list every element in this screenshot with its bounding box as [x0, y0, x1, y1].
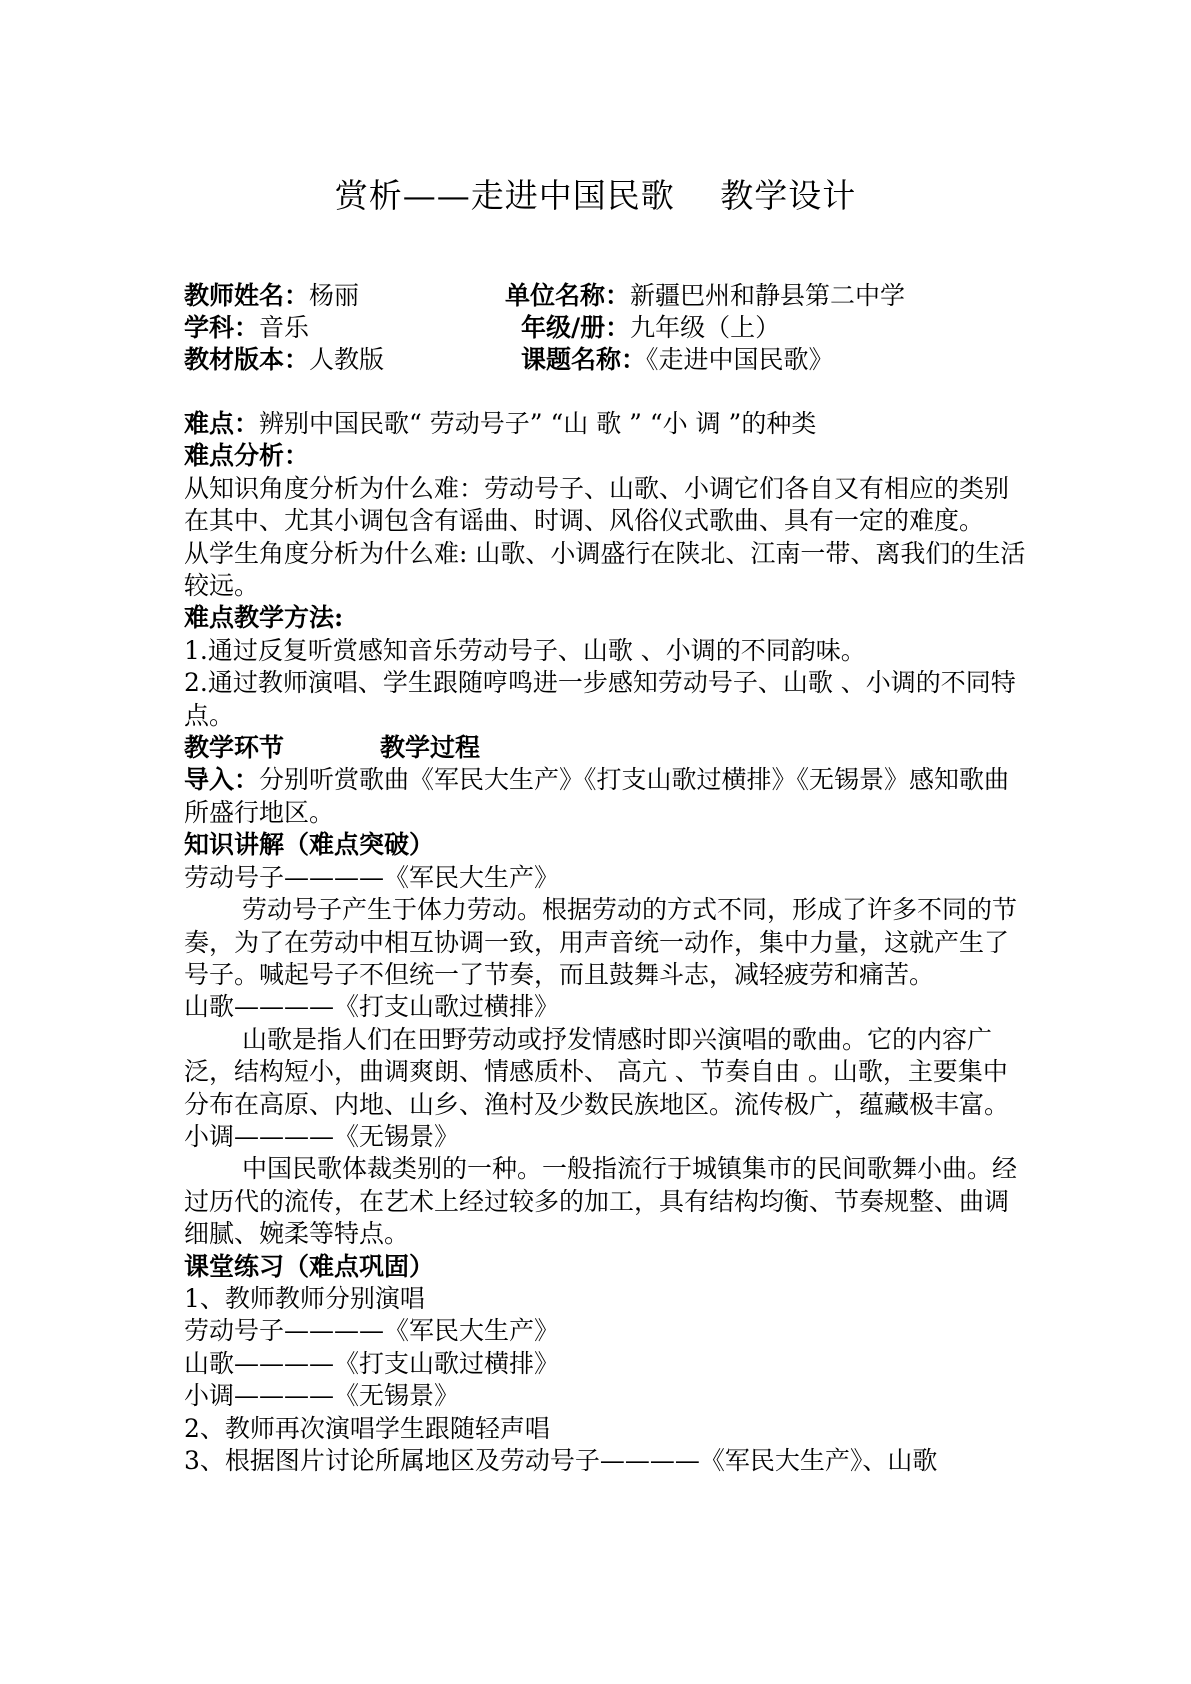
- process-header: [184, 732, 1029, 764]
- practice-item-2: 2、教师再次演唱学生跟随轻声唱: [184, 1413, 550, 1443]
- topic-label: 课题名称：: [521, 345, 647, 374]
- minor-tune-title: 小调————《无锡景》: [184, 1121, 460, 1151]
- practice-item-3: 3、根据图片讨论所属地区及劳动号子————《军民大生产》、山歌: [184, 1446, 938, 1475]
- difficulty-label: 难点：: [184, 409, 260, 438]
- edition-row: [184, 344, 384, 376]
- practice-item-1c: 小调————《无锡景》: [184, 1381, 460, 1411]
- method-item-1: 1.通过反复听赏感知音乐劳动号子、山歌 、小调的不同韵味。: [184, 635, 866, 665]
- process-column-1: 教学环节: [184, 733, 285, 763]
- mountain-song-text: 山歌是指人们在田野劳动或抒发情感时即兴演唱的歌曲。它的内容广泛，结构短小，曲调爽朗、情感质朴、 高亢 、节奏自由 。山歌，主要集中分布在高原、内地、山乡、渔村及少数民族地区。流传极广，蕴藏极丰富。: [184, 1024, 1010, 1119]
- edition-value: 人教版: [309, 345, 385, 374]
- intro-paragraph: [184, 764, 1029, 829]
- method-heading: 难点教学方法:: [184, 603, 344, 633]
- mountain-song-title: 山歌————《打支山歌过横排》: [184, 992, 560, 1022]
- practice-item-1b: 山歌————《打支山歌过横排》: [184, 1348, 560, 1378]
- practice-item-1: 1、教师教师分别演唱: [184, 1283, 425, 1313]
- unit-label: 单位名称：: [505, 281, 631, 310]
- topic-value: 《走进中国民歌》: [646, 345, 834, 374]
- intro-label: 导入：: [184, 765, 260, 795]
- analysis-heading: 难点分析：: [184, 441, 310, 471]
- analysis-paragraph-1: 从知识角度分析为什么难：劳动号子、山歌、小调它们各自又有相应的类别在其中、尤其小调包含有谣曲、时调、风俗仪式歌曲、具有一定的难度。: [184, 473, 1010, 536]
- document-body: [184, 408, 1029, 1477]
- teacher-value: 杨丽: [309, 281, 360, 310]
- edition-label: 教材版本：: [184, 345, 310, 374]
- grade-row: [521, 312, 780, 344]
- teacher-name-row: [184, 280, 359, 312]
- difficulty-line: [184, 408, 1029, 440]
- subject-value: 音乐: [259, 313, 310, 342]
- labor-song-title: 劳动号子————《军民大生产》: [184, 862, 560, 892]
- process-column-2: 教学过程: [380, 733, 481, 763]
- practice-item-1a: 劳动号子————《军民大生产》: [184, 1316, 560, 1346]
- knowledge-heading: 知识讲解（难点突破）: [184, 830, 435, 860]
- subject-row: [184, 312, 309, 344]
- document-title: 赏析——走进中国民歌 教学设计: [334, 176, 857, 215]
- unit-value: 新疆巴州和静县第二中学: [630, 281, 906, 310]
- grade-label: 年级/册：: [521, 313, 631, 342]
- difficulty-text: 辨别中国民歌“ 劳动号子” “山 歌 ” “小 调 ”的种类: [259, 409, 817, 438]
- labor-song-text: 劳动号子产生于体力劳动。根据劳动的方式不同，形成了许多不同的节奏，为了在劳动中相互协调一致，用声音统一动作，集中力量，这就产生了号子。喊起号子不但统一了节奏，而且鼓舞斗志，减轻疲劳和痛苦。: [184, 895, 1018, 989]
- subject-label: 学科：: [184, 313, 260, 342]
- minor-tune-text: 中国民歌体裁类别的一种。一般指流行于城镇集市的民间歌舞小曲。经过历代的流传，在艺术上经过较多的加工，具有结构均衡、节奏规整、曲调细腻、婉柔等特点。: [184, 1154, 1018, 1249]
- topic-row: [521, 344, 834, 376]
- method-item-2: 2.通过教师演唱、学生跟随哼鸣进一步感知劳动号子、山歌 、小调的不同特点。: [184, 668, 1016, 730]
- intro-text: 分别听赏歌曲《军民大生产》《打支山歌过横排》《无锡景》感知歌曲所盛行地区。: [184, 765, 1010, 827]
- analysis-paragraph-2: 从学生角度分析为什么难: 山歌、小调盛行在陕北、江南一带、离我们的生活较远。: [184, 538, 1026, 601]
- practice-heading: 课堂练习（难点巩固）: [184, 1251, 435, 1281]
- grade-value: 九年级（上）: [630, 313, 781, 342]
- unit-row: [505, 280, 905, 312]
- teacher-label: 教师姓名：: [184, 281, 310, 310]
